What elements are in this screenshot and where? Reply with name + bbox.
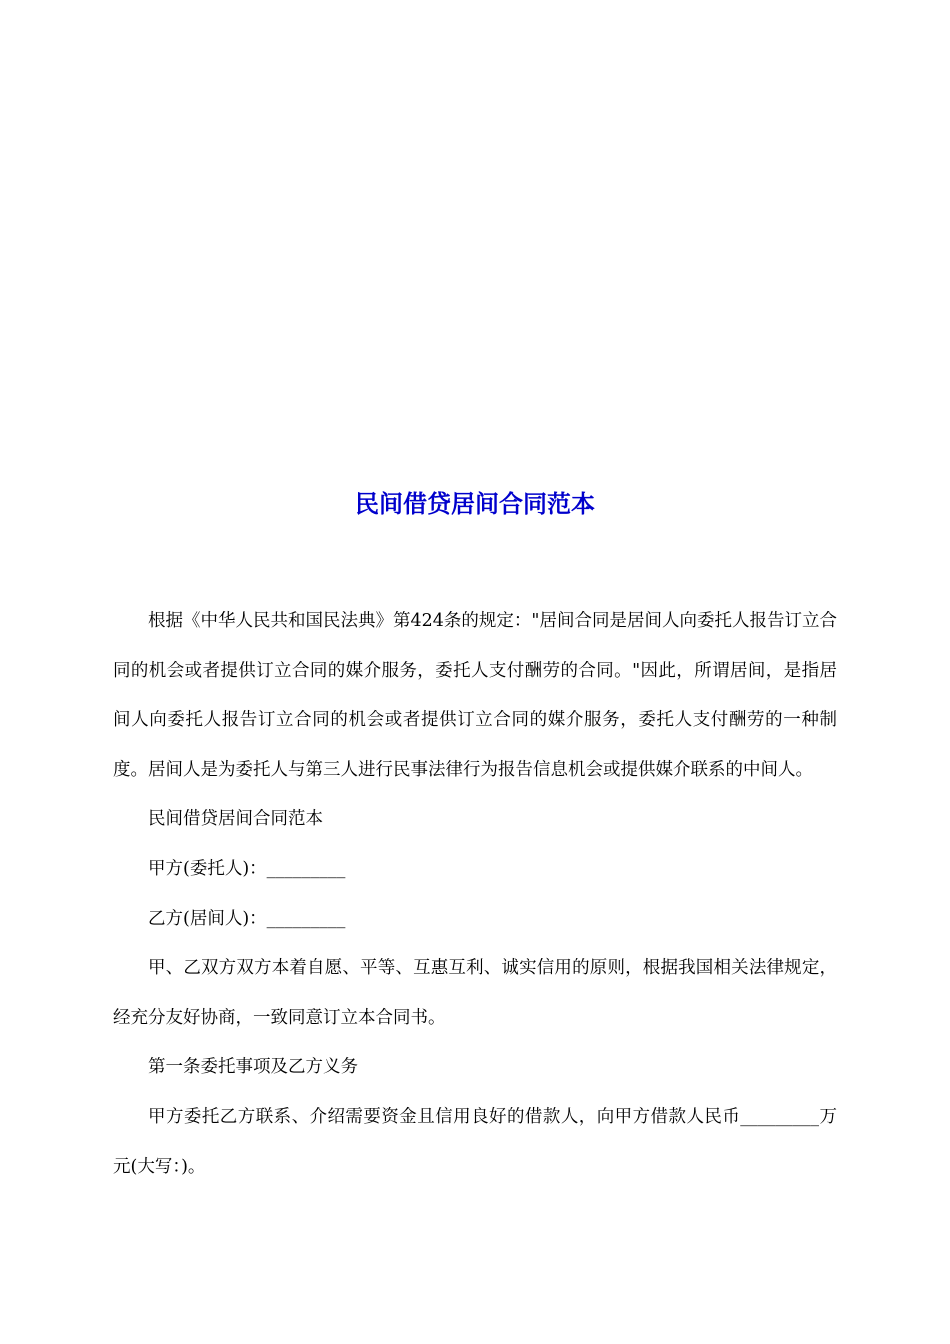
paragraph-subtitle: 民间借贷居间合同范本 — [148, 809, 323, 830]
paragraph-party-a: 甲方(委托人)：_________ — [148, 858, 346, 879]
paragraph-party-b: 乙方(居间人)：_________ — [148, 908, 346, 929]
paragraph-agreement-principles: 甲、乙双方双方本着自愿、平等、互惠互利、诚实信用的原则，根据我国相关法律规定，经充分友好协商，一致同意订立本合同书。 — [113, 958, 837, 1028]
paragraph-article-one-content: 甲方委托乙方联系、介绍需要资金且信用良好的借款人，向甲方借款人民币_________万元(大写：)。 — [113, 1106, 837, 1177]
document-body — [113, 597, 837, 1192]
paragraph-article-one-heading: 第一条委托事项及乙方义务 — [148, 1057, 358, 1078]
paragraph-legal-basis: 根据《中华人民共和国民法典》第424条的规定："居间合同是居间人向委托人报告订立合同的机会或者提供订立合同的媒介服务，委托人支付酬劳的合同。"因此，所谓居间，是指居间人向委托人报告订立合同的机会或者提供订立合同的媒介服务，委托人支付酬劳的一种制度。居间人是为委托人与第三人进行民事法律行为报告信息机会或提供媒介联系的中间人。 — [113, 611, 837, 780]
document-title: 民间借贷居间合同范本 — [355, 490, 595, 518]
